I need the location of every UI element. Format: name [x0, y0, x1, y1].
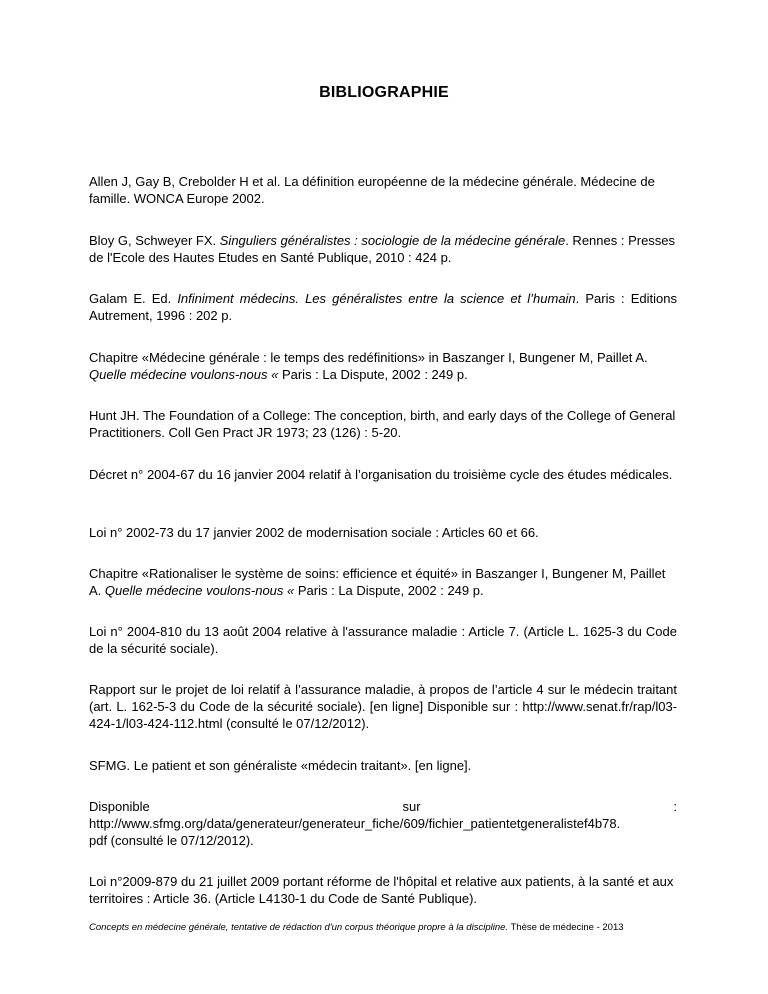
- footer-thesis-title: Concepts en médecine générale, tentative de rédaction d'un corpus théorique propre à la discipline.: [89, 922, 509, 933]
- reference-title: Quelle médecine voulons-nous «: [104, 583, 295, 598]
- availability-label: Disponible: [89, 799, 150, 814]
- reference-url: http://www.sfmg.org/data/generateur/generateur_fiche/609/fichier_patientetgeneralistef4b78.: [89, 816, 621, 831]
- reference-title: Singuliers généralistes : sociologie de la médecine générale: [219, 233, 566, 248]
- reference-authors: Bloy G, Schweyer FX.: [89, 233, 220, 248]
- footer-thesis-info: Thèse de médecine - 2013: [508, 922, 624, 933]
- reference-url-tail: pdf (consulté le 07/12/2012).: [89, 833, 254, 848]
- reference-sfmg-availability: [89, 798, 677, 849]
- reference-hunt: [89, 407, 677, 441]
- reference-title: Infiniment médecins. Les généralistes entre la science et l’humain: [177, 291, 576, 306]
- reference-text: SFMG. Le patient et son généraliste «médecin traitant». [en ligne].: [89, 758, 472, 773]
- reference-decret-2004-67: [89, 466, 677, 483]
- reference-loi-2009-879: [89, 873, 677, 907]
- reference-title: Quelle médecine voulons-nous «: [89, 367, 279, 382]
- availability-line: [89, 798, 677, 815]
- reference-authors: Chapitre «Médecine générale : le temps des redéfinitions» in Baszanger I, Bungener M, Paillet A.: [89, 350, 648, 365]
- reference-publisher: . Paris : Editions Autrement, 1996 : 202 p.: [89, 291, 677, 323]
- page-title: BIBLIOGRAPHIE: [319, 84, 449, 101]
- reference-sfmg: [89, 757, 677, 774]
- reference-loi-2002-73: [89, 524, 677, 541]
- reference-text: Loi n°2009-879 du 21 juillet 2009 portant réforme de l'hôpital et relative aux patients, à la santé et aux territoires : Article 36. (Article L4130-1 du Code de Santé Publique).: [89, 874, 674, 906]
- reference-bloy: [89, 232, 677, 266]
- reference-publisher: Paris : La Dispute, 2002 : 249 p.: [278, 367, 468, 382]
- reference-text: Loi n° 2002-73 du 17 janvier 2002 de modernisation sociale : Articles 60 et 66.: [89, 525, 539, 540]
- reference-rapport-senat: [89, 681, 677, 732]
- availability-sur: sur: [402, 799, 421, 814]
- reference-chapitre-rationaliser: [89, 565, 677, 599]
- reference-publisher: . Rennes : Presses de l'Ecole des Hautes Etudes en Santé Publique, 2010 : 424 p.: [89, 233, 676, 265]
- reference-galam: [89, 290, 677, 324]
- reference-authors: Chapitre «Rationaliser le système de soins: efficience et équité» in Baszanger I, Bungener M, Paillet A.: [89, 566, 666, 598]
- reference-text: Décret n° 2004-67 du 16 janvier 2004 relatif à l’organisation du troisième cycle des études médicales.: [89, 467, 673, 482]
- reference-chapitre-medecine-generale: [89, 349, 677, 383]
- availability-colon: :: [673, 799, 677, 814]
- reference-text: Allen J, Gay B, Crebolder H et al. La définition européenne de la médecine générale. Médecine de famille. WONCA Europe 2002.: [89, 174, 655, 206]
- page-footer: [89, 922, 689, 933]
- reference-text: Loi n° 2004-810 du 13 août 2004 relative à l'assurance maladie : Article 7. (Article L. 1625-3 du Code de la sécurité sociale).: [89, 624, 677, 656]
- reference-text: Hunt JH. The Foundation of a College: The conception, birth, and early days of the College of General Practitioners. Coll Gen Pract JR 1973; 23 (126) : 5-20.: [89, 408, 676, 440]
- reference-publisher: Paris : La Dispute, 2002 : 249 p.: [294, 583, 484, 598]
- reference-text: Rapport sur le projet de loi relatif à l’assurance maladie, à propos de l’article 4 sur le médecin traitant (art. L. 162-5-3 du Code de la sécurité sociale). [en ligne] Disponible sur : http://www.senat.fr/rap/l03-424-1/l03-424-112.html (consulté le 07/12/2012).: [89, 682, 677, 731]
- reference-loi-2004-810: [89, 623, 677, 657]
- reference-allen: [89, 173, 677, 207]
- reference-authors: Galam E. Ed.: [89, 291, 178, 306]
